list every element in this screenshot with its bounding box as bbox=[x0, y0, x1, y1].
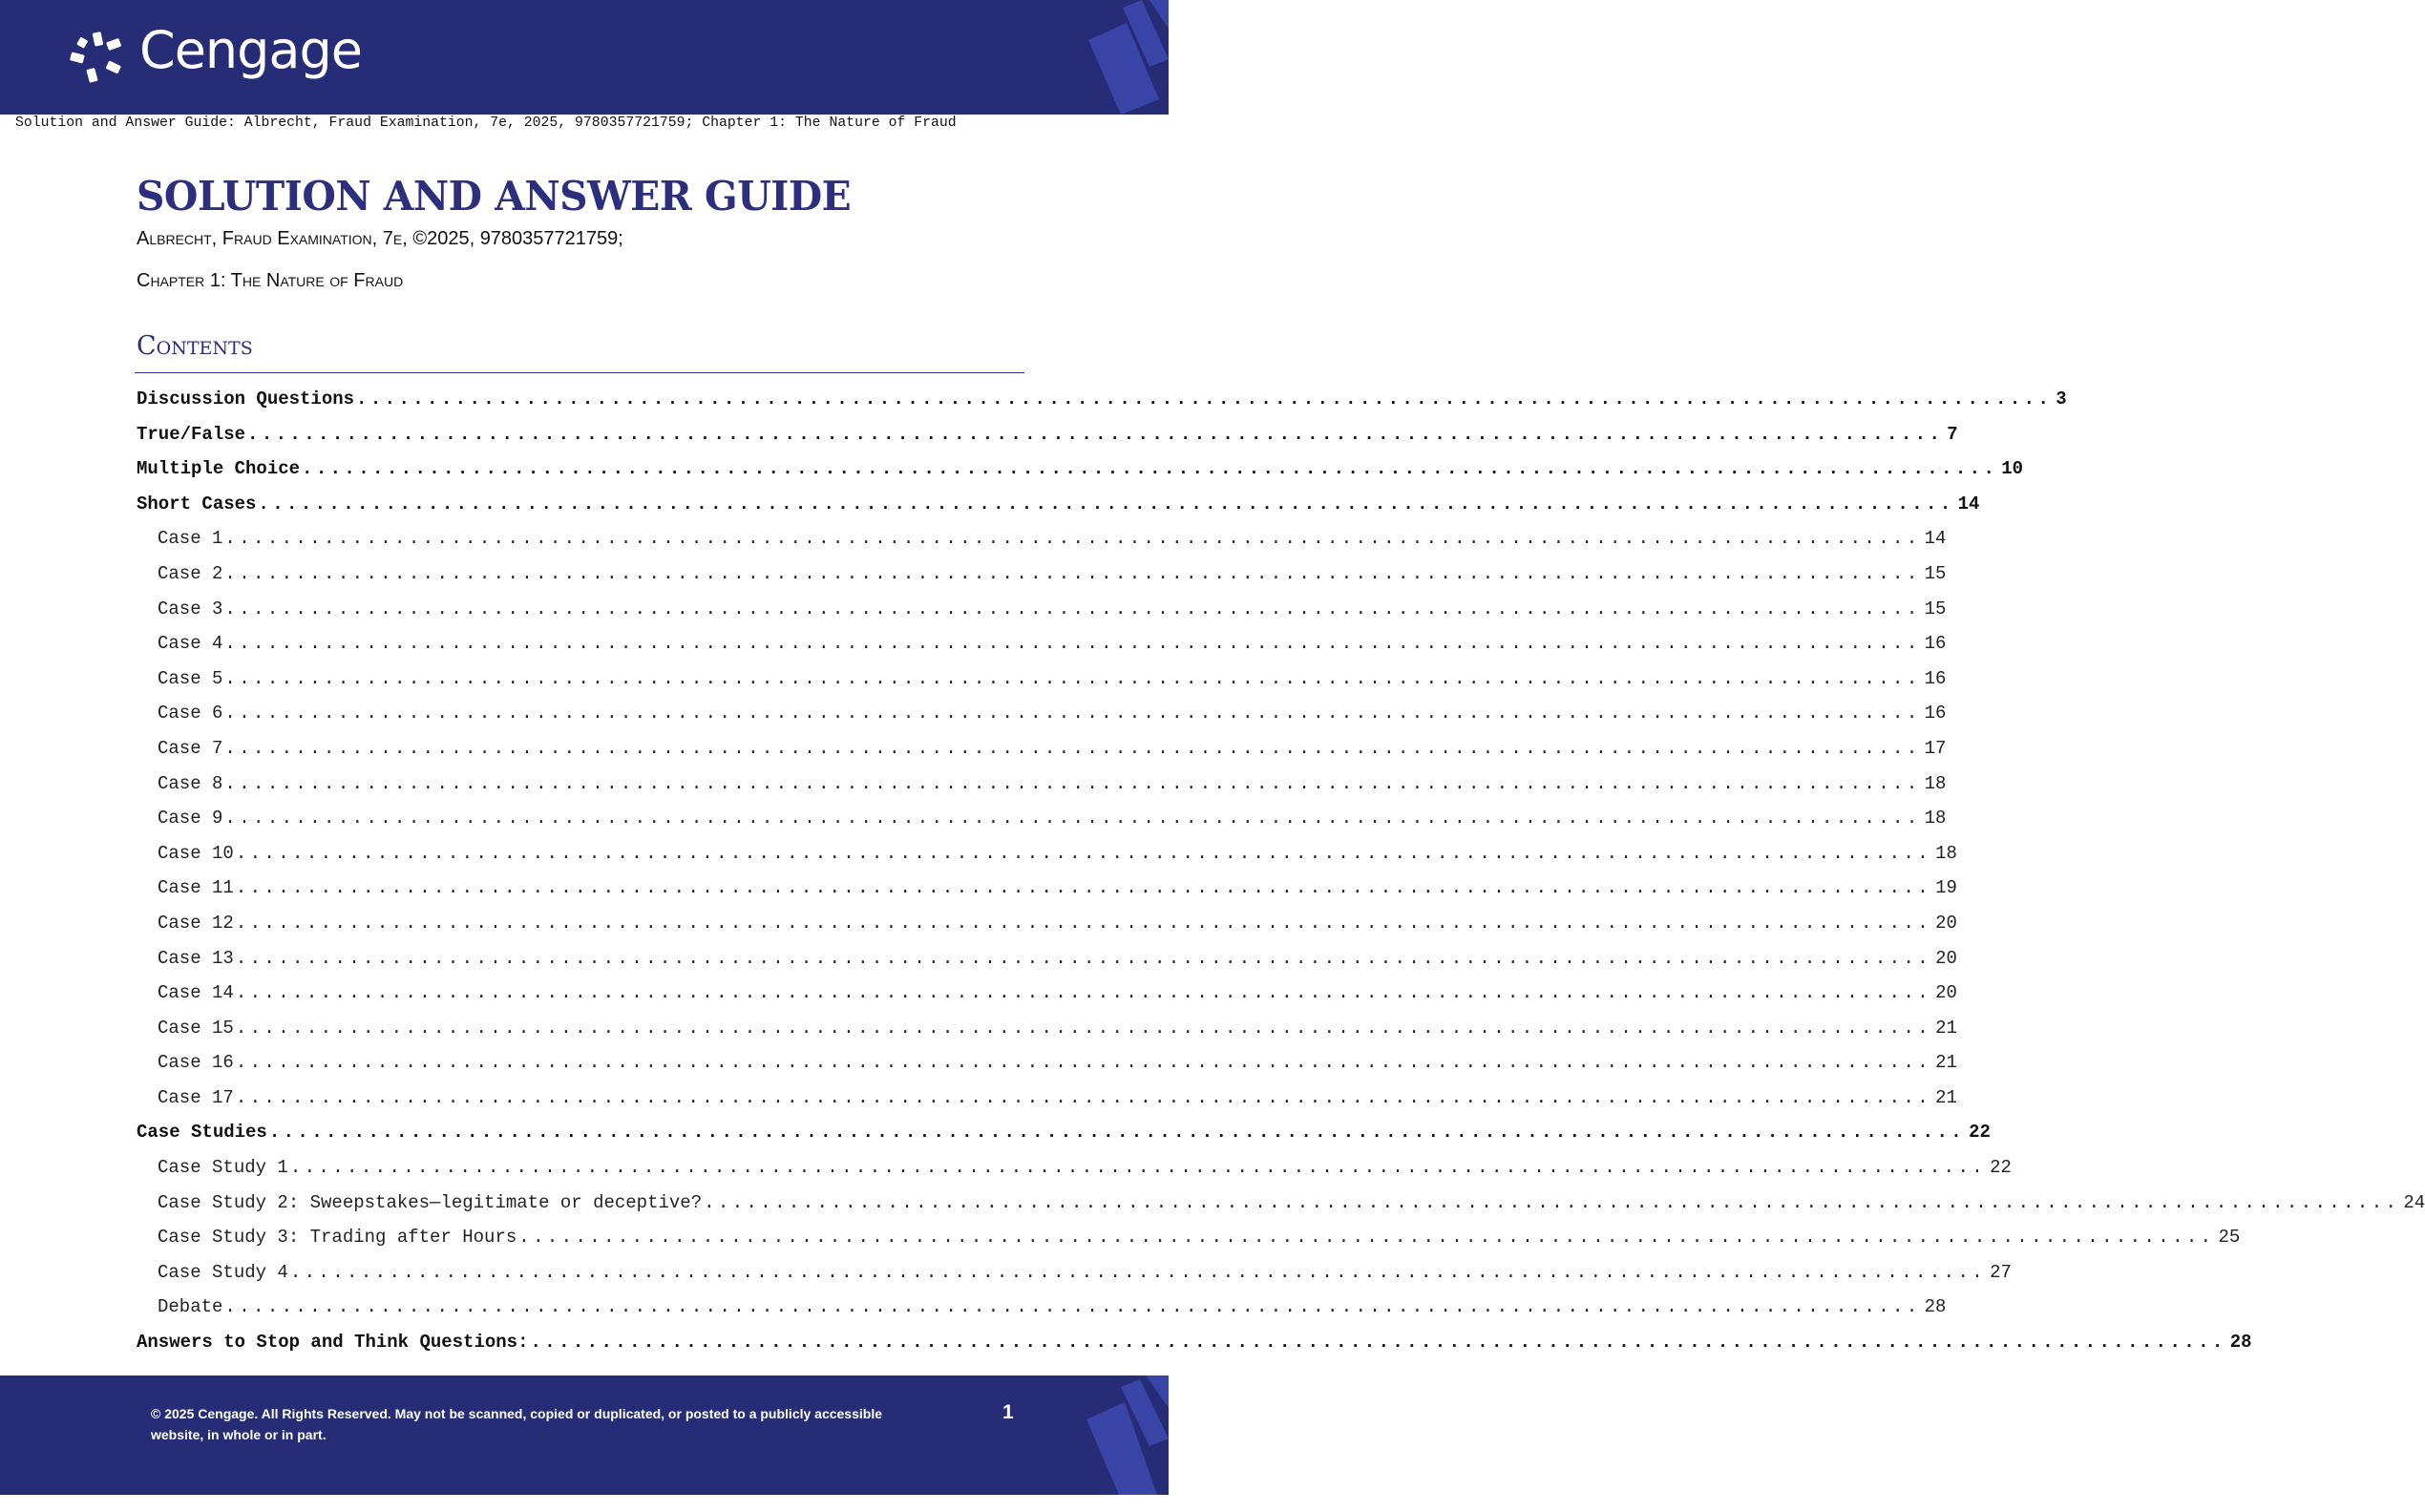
toc-entry-label: Case 3 bbox=[158, 598, 223, 620]
toc-entry-page: 22 bbox=[1969, 1122, 1991, 1144]
toc-entry[interactable] bbox=[137, 626, 1947, 662]
toc-entry-label: Case 11 bbox=[158, 877, 234, 899]
contents-heading: Contents bbox=[137, 331, 253, 361]
toc-entry[interactable] bbox=[137, 976, 1957, 1011]
header-band bbox=[0, 0, 1169, 115]
toc-leader-dots: ........................................................................................................................ bbox=[302, 458, 1998, 480]
cengage-logo-text: Cengage bbox=[139, 20, 363, 80]
toc-entry-page: 14 bbox=[1957, 493, 1980, 514]
toc-entry-label: Case 15 bbox=[158, 1017, 234, 1039]
toc-leader-dots: ........................................................................................................................ bbox=[224, 562, 1921, 584]
toc-leader-dots: ........................................................................................................................ bbox=[235, 982, 1932, 1004]
toc-leader-dots: ........................................................................................................................ bbox=[235, 1017, 1932, 1039]
toc-entry[interactable] bbox=[137, 1325, 2252, 1360]
toc-entry-label: Case 9 bbox=[158, 808, 223, 830]
toc-leader-dots: ........................................................................................................................ bbox=[235, 1086, 1932, 1108]
toc-leader-dots: ........................................................................................................................ bbox=[224, 737, 1921, 759]
document-title: SOLUTION AND ANSWER GUIDE bbox=[137, 173, 852, 220]
toc-entry-page: 7 bbox=[1947, 423, 1958, 445]
toc-entry[interactable] bbox=[137, 521, 1947, 556]
toc-entry-label: Case 1 bbox=[158, 528, 223, 550]
toc-entry-label: Case 4 bbox=[158, 633, 223, 655]
toc-entry-label: Case 10 bbox=[158, 842, 234, 864]
toc-entry-page: 27 bbox=[1990, 1261, 2012, 1283]
contents-divider bbox=[135, 372, 1024, 373]
toc-entry-label: True/False bbox=[137, 423, 246, 445]
toc-entry-page: 21 bbox=[1935, 1086, 1957, 1108]
toc-entry-page: 20 bbox=[1935, 912, 1957, 934]
toc-entry-page: 22 bbox=[1990, 1157, 2012, 1179]
toc-entry[interactable] bbox=[137, 941, 1957, 976]
toc-leader-dots: ........................................................................................................................ bbox=[235, 912, 1932, 934]
toc-entry-label: Case Studies bbox=[137, 1122, 267, 1144]
table-of-contents bbox=[137, 382, 2425, 1360]
toc-leader-dots: ........................................................................................................................ bbox=[518, 1227, 2215, 1249]
toc-entry[interactable] bbox=[137, 1081, 1957, 1116]
running-head: Solution and Answer Guide: Albrecht, Fraud Examination, 7e, 2025, 9780357721759; Chapter 1: The Nature of Fraud bbox=[15, 116, 957, 131]
toc-entry[interactable] bbox=[137, 1115, 1991, 1150]
toc-entry-label: Case 12 bbox=[158, 912, 234, 934]
toc-entry-page: 21 bbox=[1935, 1017, 1957, 1039]
toc-entry[interactable] bbox=[137, 1290, 1947, 1325]
book-subtitle: Albrecht, Fraud Examination, 7e, ©2025, 9780357721759; bbox=[137, 228, 623, 249]
toc-entry-page: 20 bbox=[1935, 982, 1957, 1004]
toc-leader-dots: ........................................................................................................................ bbox=[258, 493, 1954, 514]
toc-leader-dots: ........................................................................................................................ bbox=[704, 1191, 2400, 1213]
toc-entry-page: 18 bbox=[1924, 772, 1947, 794]
toc-entry-label: Discussion Questions bbox=[137, 388, 355, 410]
toc-entry[interactable] bbox=[137, 1045, 1957, 1081]
toc-entry-page: 24 bbox=[2403, 1191, 2425, 1213]
toc-leader-dots: ........................................................................................................................ bbox=[235, 842, 1932, 864]
toc-entry[interactable] bbox=[137, 1150, 2012, 1186]
toc-entry-page: 20 bbox=[1935, 947, 1957, 969]
toc-entry-label: Case Study 4 bbox=[158, 1261, 288, 1283]
toc-entry-label: Case 17 bbox=[158, 1086, 234, 1108]
toc-entry[interactable] bbox=[137, 1255, 2012, 1291]
cengage-starburst-icon bbox=[69, 31, 128, 86]
toc-entry[interactable] bbox=[137, 731, 1947, 766]
toc-entry-page: 16 bbox=[1924, 633, 1947, 655]
toc-entry-page: 15 bbox=[1924, 598, 1947, 620]
toc-entry[interactable] bbox=[137, 906, 1957, 941]
footer-band bbox=[0, 1376, 1169, 1495]
toc-entry-label: Case Study 2: Sweepstakes—legitimate or deceptive? bbox=[158, 1191, 703, 1213]
toc-leader-dots: ........................................................................................................................ bbox=[289, 1261, 1987, 1283]
toc-leader-dots: ........................................................................................................................ bbox=[356, 388, 2053, 410]
corner-decoration bbox=[1083, 1376, 1169, 1495]
toc-entry[interactable] bbox=[137, 556, 1947, 592]
toc-entry-page: 18 bbox=[1935, 842, 1957, 864]
toc-entry-label: Case 14 bbox=[158, 982, 234, 1004]
toc-entry[interactable] bbox=[137, 592, 1947, 627]
toc-entry-label: Short Cases bbox=[137, 493, 257, 514]
toc-entry-page: 19 bbox=[1935, 877, 1957, 899]
toc-entry-label: Case 7 bbox=[158, 737, 223, 759]
toc-entry[interactable] bbox=[137, 662, 1947, 697]
copyright-notice: © 2025 Cengage. All Rights Reserved. May not be scanned, copied or duplicated, or posted to a publicly accessible website, in whole or in part. bbox=[151, 1406, 883, 1442]
toc-entry-label: Answers to Stop and Think Questions: bbox=[137, 1332, 529, 1354]
toc-entry[interactable] bbox=[137, 766, 1947, 802]
toc-leader-dots: ........................................................................................................................ bbox=[289, 1157, 1987, 1179]
toc-entry-page: 28 bbox=[1924, 1296, 1947, 1318]
toc-entry[interactable] bbox=[137, 452, 2024, 487]
toc-entry-label: Case 6 bbox=[158, 703, 223, 724]
toc-leader-dots: ........................................................................................................................ bbox=[247, 423, 1944, 445]
toc-entry-page: 10 bbox=[2001, 458, 2024, 480]
toc-leader-dots: ........................................................................................................................ bbox=[224, 598, 1921, 620]
toc-entry[interactable] bbox=[137, 871, 1957, 906]
toc-entry-page: 3 bbox=[2056, 388, 2067, 410]
toc-entry-label: Case 2 bbox=[158, 562, 223, 584]
toc-entry-label: Case 5 bbox=[158, 667, 223, 689]
toc-leader-dots: ........................................................................................................................ bbox=[224, 703, 1921, 724]
toc-entry-page: 14 bbox=[1924, 528, 1947, 550]
toc-leader-dots: ........................................................................................................................ bbox=[235, 1052, 1932, 1074]
toc-leader-dots: ........................................................................................................................ bbox=[235, 877, 1932, 899]
toc-entry[interactable] bbox=[137, 1186, 2425, 1221]
toc-entry-page: 25 bbox=[2218, 1227, 2241, 1249]
toc-entry-page: 21 bbox=[1935, 1052, 1957, 1074]
toc-entry[interactable] bbox=[137, 836, 1957, 872]
toc-entry[interactable] bbox=[137, 417, 1958, 452]
toc-leader-dots: ........................................................................................................................ bbox=[224, 772, 1921, 794]
toc-entry[interactable] bbox=[137, 1220, 2241, 1255]
toc-entry-label: Case Study 3: Trading after Hours bbox=[158, 1227, 517, 1249]
toc-entry-label: Case 16 bbox=[158, 1052, 234, 1074]
toc-entry[interactable] bbox=[137, 382, 2067, 417]
toc-entry[interactable] bbox=[137, 696, 1947, 731]
toc-entry-page: 15 bbox=[1924, 562, 1947, 584]
toc-leader-dots: ........................................................................................................................ bbox=[235, 947, 1932, 969]
chapter-subtitle: Chapter 1: The Nature of Fraud bbox=[137, 270, 404, 291]
toc-leader-dots: ........................................................................................................................ bbox=[224, 633, 1921, 655]
toc-entry-page: 16 bbox=[1924, 703, 1947, 724]
toc-entry[interactable] bbox=[137, 801, 1947, 836]
toc-entry[interactable] bbox=[137, 1011, 1957, 1046]
toc-entry-label: Multiple Choice bbox=[137, 458, 301, 480]
toc-leader-dots: ........................................................................................................................ bbox=[224, 667, 1921, 689]
toc-entry-label: Case Study 1 bbox=[158, 1157, 288, 1179]
toc-entry-label: Case 13 bbox=[158, 947, 234, 969]
toc-entry-page: 28 bbox=[2229, 1332, 2252, 1354]
toc-leader-dots: ........................................................................................................................ bbox=[224, 1296, 1921, 1318]
toc-entry-label: Debate bbox=[158, 1296, 223, 1318]
toc-entry-page: 16 bbox=[1924, 667, 1947, 689]
toc-entry-page: 18 bbox=[1924, 808, 1947, 830]
corner-decoration bbox=[1083, 0, 1169, 115]
toc-entry[interactable] bbox=[137, 487, 1980, 522]
toc-leader-dots: ........................................................................................................................ bbox=[268, 1122, 1966, 1144]
toc-entry-page: 17 bbox=[1924, 737, 1947, 759]
page-number: 1 bbox=[1002, 1401, 1014, 1423]
toc-leader-dots: ........................................................................................................................ bbox=[224, 528, 1921, 550]
toc-entry-label: Case 8 bbox=[158, 772, 223, 794]
toc-leader-dots: ........................................................................................................................ bbox=[530, 1332, 2226, 1354]
toc-leader-dots: ........................................................................................................................ bbox=[224, 808, 1921, 830]
